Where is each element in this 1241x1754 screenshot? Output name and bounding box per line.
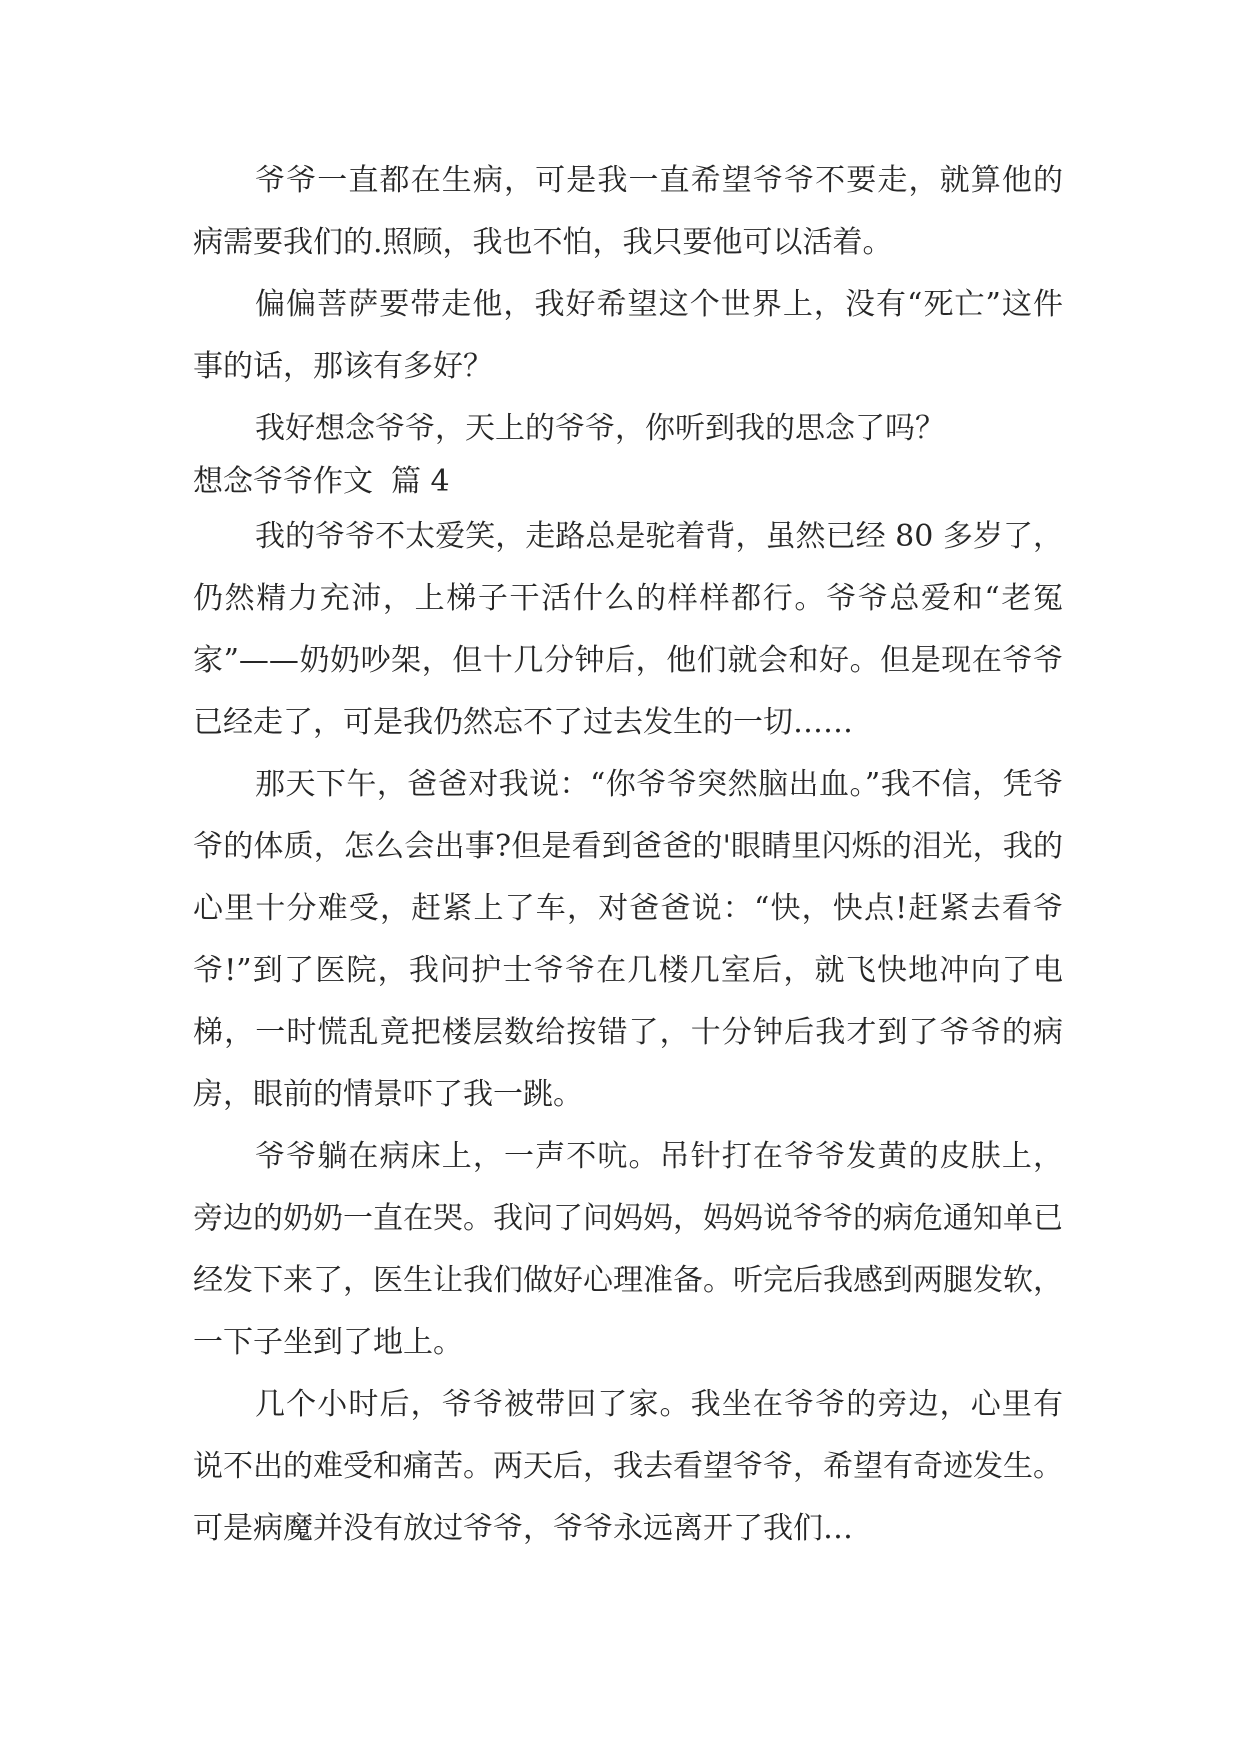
paragraph-5: 那天下午，爸爸对我说：“你爷爷突然脑出血。”我不信，凭爷爷的体质，怎么会出事?但是看到爸爸的'眼睛里闪烁的泪光，我的心里十分难受，赶紧上了车，对爸爸说：“快，快点!赶紧去看爷爷!”到了医院，我问护士爷爷在几楼几室后，就飞快地冲向了电梯，一时慌乱竟把楼层数给按错了，十分钟后我才到了爷爷的病房，眼前的情景吓了我一跳。 xyxy=(193,767,1063,1112)
section-heading xyxy=(193,460,1063,506)
heading-section-number: 篇 4 xyxy=(391,464,450,499)
paragraph-3: 我好想念爷爷，天上的爷爷，你听到我的思念了吗？ xyxy=(255,411,945,446)
paragraph-1: 爷爷一直都在生病，可是我一直希望爷爷不要走，就算他的病需要我们的.照顾，我也不怕，我只要他可以活着。 xyxy=(193,163,1063,260)
paragraph-7: 几个小时后，爷爷被带回了家。我坐在爷爷的旁边，心里有说不出的难受和痛苦。两天后，我去看望爷爷，希望有奇迹发生。可是病魔并没有放过爷爷，爷爷永远离开了我们… xyxy=(193,1387,1063,1546)
heading-title: 想念爷爷作文 xyxy=(193,464,373,499)
paragraph-6: 爷爷躺在病床上，一声不吭。吊针打在爷爷发黄的皮肤上，旁边的奶奶一直在哭。我问了问妈妈，妈妈说爷爷的病危通知单已经发下来了，医生让我们做好心理准备。听完后我感到两腿发软，一下子坐到了地上。 xyxy=(193,1139,1063,1360)
paragraph-2: 偏偏菩萨要带走他，我好希望这个世界上，没有“死亡”这件事的话，那该有多好？ xyxy=(193,287,1063,384)
paragraph-4: 我的爷爷不太爱笑，走路总是驼着背，虽然已经 80 多岁了，仍然精力充沛，上梯子干活什么的样样都行。爷爷总爱和“老冤家”——奶奶吵架，但十几分钟后，他们就会和好。但是现在爷爷已经走了，可是我仍然忘不了过去发生的一切…… xyxy=(193,519,1063,740)
document-page xyxy=(193,150,1063,1560)
